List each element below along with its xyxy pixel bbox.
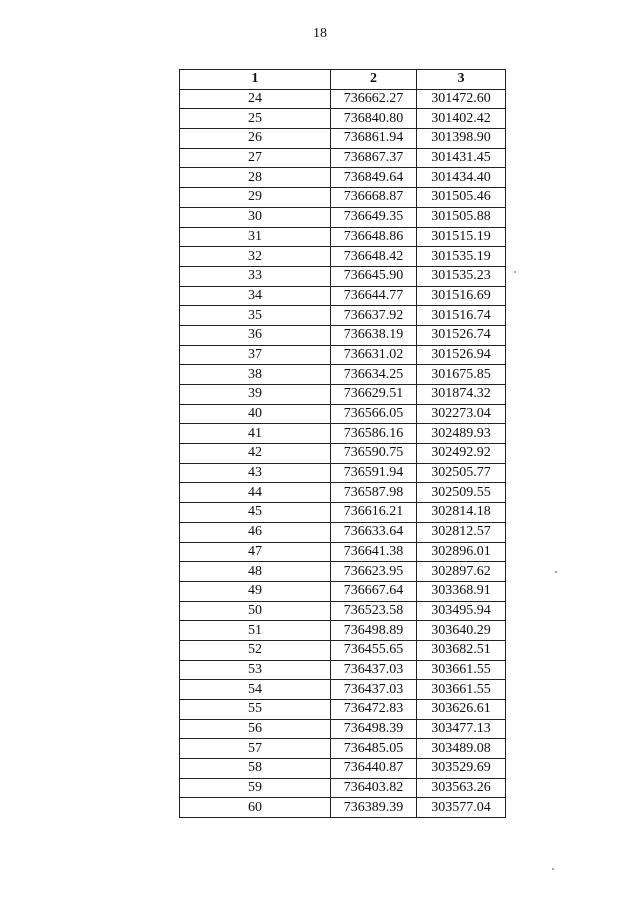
table-cell-col-2: 736631.02 xyxy=(331,345,417,365)
table-row xyxy=(180,286,506,306)
table-cell-col-1: 43 xyxy=(180,463,331,483)
table-cell-col-3: 301535.19 xyxy=(417,247,506,267)
table-row xyxy=(180,778,506,798)
table-cell-col-2: 736586.16 xyxy=(331,424,417,444)
table-cell-col-2: 736662.27 xyxy=(331,89,417,109)
table-cell-col-1: 44 xyxy=(180,483,331,503)
table-row xyxy=(180,365,506,385)
table-cell-col-1: 40 xyxy=(180,404,331,424)
table-cell-col-3: 301398.90 xyxy=(417,129,506,149)
table-cell-col-1: 41 xyxy=(180,424,331,444)
table-cell-col-1: 56 xyxy=(180,719,331,739)
table-row xyxy=(180,759,506,779)
table-cell-col-3: 301526.94 xyxy=(417,345,506,365)
table-cell-col-1: 53 xyxy=(180,660,331,680)
table-row xyxy=(180,542,506,562)
table-cell-col-3: 301516.74 xyxy=(417,306,506,326)
table-cell-col-1: 47 xyxy=(180,542,331,562)
scan-speck xyxy=(514,271,516,273)
table-row xyxy=(180,325,506,345)
table-cell-col-3: 301431.45 xyxy=(417,148,506,168)
table-row xyxy=(180,700,506,720)
table-cell-col-2: 736649.35 xyxy=(331,207,417,227)
table-cell-col-3: 301505.88 xyxy=(417,207,506,227)
table-cell-col-2: 736455.65 xyxy=(331,640,417,660)
table-row xyxy=(180,621,506,641)
table-row xyxy=(180,89,506,109)
table-cell-col-2: 736437.03 xyxy=(331,680,417,700)
table-cell-col-3: 301675.85 xyxy=(417,365,506,385)
table-cell-col-3: 302505.77 xyxy=(417,463,506,483)
scan-speck xyxy=(555,571,557,573)
table-cell-col-3: 302897.62 xyxy=(417,562,506,582)
table-row xyxy=(180,581,506,601)
table-cell-col-3: 303368.91 xyxy=(417,581,506,601)
table-cell-col-3: 303529.69 xyxy=(417,759,506,779)
table-cell-col-3: 303661.55 xyxy=(417,680,506,700)
table-cell-col-2: 736648.42 xyxy=(331,247,417,267)
table-cell-col-2: 736849.64 xyxy=(331,168,417,188)
table-cell-col-2: 736648.86 xyxy=(331,227,417,247)
scan-speck xyxy=(552,868,554,870)
table-cell-col-1: 55 xyxy=(180,700,331,720)
table-row xyxy=(180,207,506,227)
table-body xyxy=(180,89,506,817)
table-cell-col-1: 34 xyxy=(180,286,331,306)
table-cell-col-2: 736629.51 xyxy=(331,385,417,405)
table-cell-col-1: 54 xyxy=(180,680,331,700)
table-row xyxy=(180,522,506,542)
table-cell-col-1: 30 xyxy=(180,207,331,227)
table-cell-col-2: 736623.95 xyxy=(331,562,417,582)
table-cell-col-3: 301526.74 xyxy=(417,325,506,345)
table-row xyxy=(180,798,506,818)
table-cell-col-1: 37 xyxy=(180,345,331,365)
table-cell-col-3: 301535.23 xyxy=(417,266,506,286)
coordinates-table xyxy=(179,69,506,818)
table-cell-col-2: 736437.03 xyxy=(331,660,417,680)
table-cell-col-2: 736668.87 xyxy=(331,188,417,208)
table-header xyxy=(180,70,506,90)
table-cell-col-2: 736403.82 xyxy=(331,778,417,798)
table-cell-col-1: 39 xyxy=(180,385,331,405)
table-cell-col-3: 303477.13 xyxy=(417,719,506,739)
table-row xyxy=(180,227,506,247)
table-cell-col-3: 301505.46 xyxy=(417,188,506,208)
table-row xyxy=(180,503,506,523)
table-cell-col-3: 302489.93 xyxy=(417,424,506,444)
table-cell-col-1: 36 xyxy=(180,325,331,345)
table-cell-col-2: 736667.64 xyxy=(331,581,417,601)
table-cell-col-3: 301874.32 xyxy=(417,385,506,405)
table-row xyxy=(180,188,506,208)
table-row xyxy=(180,109,506,129)
table-cell-col-1: 58 xyxy=(180,759,331,779)
table-cell-col-1: 35 xyxy=(180,306,331,326)
table-cell-col-2: 736645.90 xyxy=(331,266,417,286)
table-cell-col-3: 303563.26 xyxy=(417,778,506,798)
table-cell-col-2: 736644.77 xyxy=(331,286,417,306)
table-cell-col-1: 49 xyxy=(180,581,331,601)
header-cell-3: 3 xyxy=(417,70,506,90)
table-row xyxy=(180,719,506,739)
table-row xyxy=(180,168,506,188)
table-cell-col-1: 31 xyxy=(180,227,331,247)
table-cell-col-2: 736440.87 xyxy=(331,759,417,779)
table-cell-col-2: 736389.39 xyxy=(331,798,417,818)
table-row xyxy=(180,424,506,444)
table-cell-col-2: 736634.25 xyxy=(331,365,417,385)
header-cell-1: 1 xyxy=(180,70,331,90)
page-number: 18 xyxy=(313,26,327,41)
table-row xyxy=(180,680,506,700)
table-cell-col-3: 301402.42 xyxy=(417,109,506,129)
table-cell-col-3: 302273.04 xyxy=(417,404,506,424)
table-cell-col-2: 736638.19 xyxy=(331,325,417,345)
table-cell-col-1: 33 xyxy=(180,266,331,286)
table-row xyxy=(180,345,506,365)
table-cell-col-2: 736867.37 xyxy=(331,148,417,168)
table-cell-col-1: 27 xyxy=(180,148,331,168)
table-row xyxy=(180,601,506,621)
table-row xyxy=(180,640,506,660)
table-cell-col-1: 60 xyxy=(180,798,331,818)
table-cell-col-3: 302896.01 xyxy=(417,542,506,562)
table-row xyxy=(180,483,506,503)
table-cell-col-3: 303626.61 xyxy=(417,700,506,720)
table-row xyxy=(180,739,506,759)
table-row xyxy=(180,247,506,267)
table-cell-col-1: 51 xyxy=(180,621,331,641)
table-cell-col-1: 28 xyxy=(180,168,331,188)
table-row xyxy=(180,129,506,149)
table-row xyxy=(180,444,506,464)
table-cell-col-3: 301472.60 xyxy=(417,89,506,109)
table-cell-col-1: 24 xyxy=(180,89,331,109)
header-row xyxy=(180,70,506,90)
table-cell-col-1: 32 xyxy=(180,247,331,267)
table-cell-col-2: 736637.92 xyxy=(331,306,417,326)
table-cell-col-2: 736590.75 xyxy=(331,444,417,464)
table-cell-col-3: 301434.40 xyxy=(417,168,506,188)
table-cell-col-2: 736641.38 xyxy=(331,542,417,562)
table-cell-col-3: 303489.08 xyxy=(417,739,506,759)
table-cell-col-1: 45 xyxy=(180,503,331,523)
table-cell-col-1: 52 xyxy=(180,640,331,660)
table-cell-col-2: 736485.05 xyxy=(331,739,417,759)
table-cell-col-1: 25 xyxy=(180,109,331,129)
table-cell-col-3: 303577.04 xyxy=(417,798,506,818)
table-cell-col-1: 38 xyxy=(180,365,331,385)
table-cell-col-3: 301516.69 xyxy=(417,286,506,306)
table-cell-col-3: 303640.29 xyxy=(417,621,506,641)
table-row xyxy=(180,562,506,582)
table-cell-col-3: 303661.55 xyxy=(417,660,506,680)
table-row xyxy=(180,266,506,286)
table-cell-col-2: 736498.89 xyxy=(331,621,417,641)
table-cell-col-1: 29 xyxy=(180,188,331,208)
table-cell-col-2: 736591.94 xyxy=(331,463,417,483)
table-cell-col-2: 736633.64 xyxy=(331,522,417,542)
table-cell-col-2: 736861.94 xyxy=(331,129,417,149)
table-cell-col-1: 46 xyxy=(180,522,331,542)
table-cell-col-3: 302812.57 xyxy=(417,522,506,542)
table-row xyxy=(180,306,506,326)
table-cell-col-2: 736523.58 xyxy=(331,601,417,621)
table-cell-col-1: 42 xyxy=(180,444,331,464)
table-cell-col-1: 48 xyxy=(180,562,331,582)
table-cell-col-3: 303682.51 xyxy=(417,640,506,660)
table-cell-col-3: 302814.18 xyxy=(417,503,506,523)
table-cell-col-2: 736566.05 xyxy=(331,404,417,424)
table-cell-col-1: 50 xyxy=(180,601,331,621)
table-cell-col-1: 57 xyxy=(180,739,331,759)
table-row xyxy=(180,660,506,680)
table-cell-col-2: 736498.39 xyxy=(331,719,417,739)
table-cell-col-2: 736840.80 xyxy=(331,109,417,129)
table-cell-col-3: 302492.92 xyxy=(417,444,506,464)
table-row xyxy=(180,148,506,168)
table-cell-col-1: 59 xyxy=(180,778,331,798)
table-row xyxy=(180,385,506,405)
table-cell-col-1: 26 xyxy=(180,129,331,149)
table-cell-col-2: 736587.98 xyxy=(331,483,417,503)
table-cell-col-3: 303495.94 xyxy=(417,601,506,621)
header-cell-2: 2 xyxy=(331,70,417,90)
table-row xyxy=(180,404,506,424)
table-cell-col-2: 736472.83 xyxy=(331,700,417,720)
table-row xyxy=(180,463,506,483)
table-cell-col-3: 302509.55 xyxy=(417,483,506,503)
table-cell-col-2: 736616.21 xyxy=(331,503,417,523)
table-cell-col-3: 301515.19 xyxy=(417,227,506,247)
